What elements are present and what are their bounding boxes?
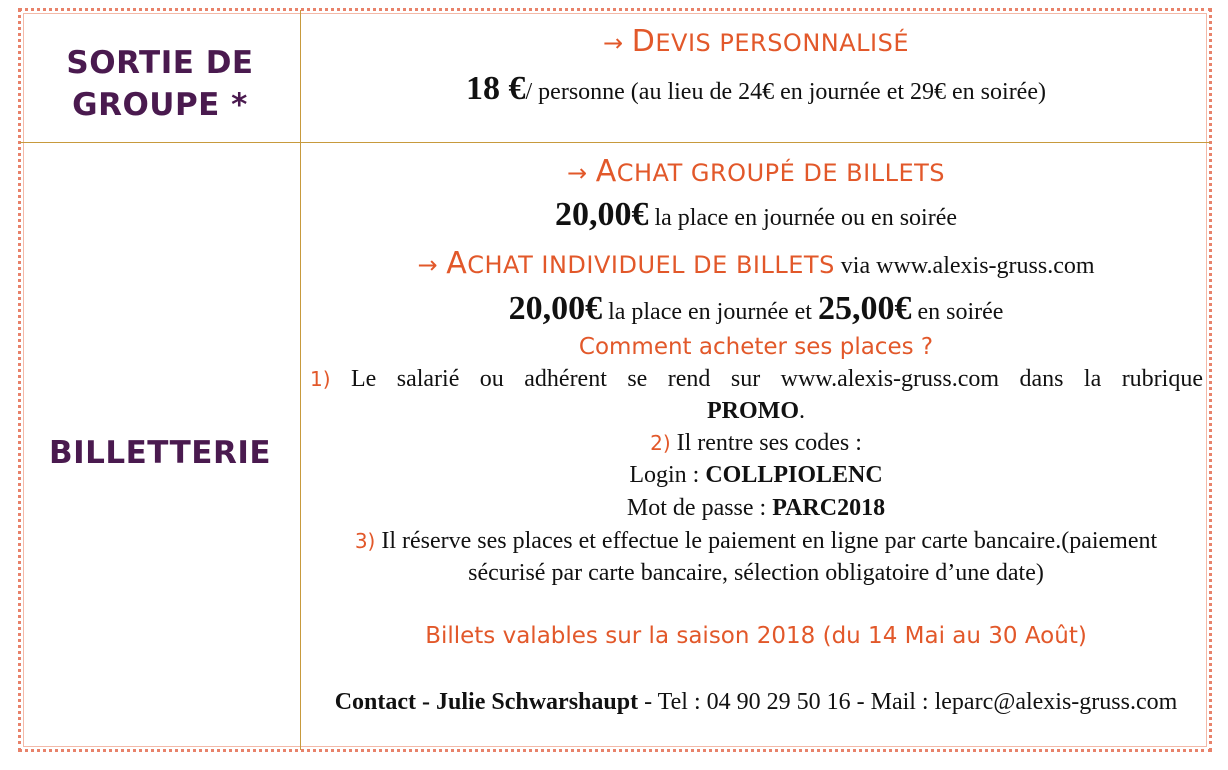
step-1-line: 1) Le salarié ou adhérent se rend sur www.alexis-gruss.com dans la rubrique [310,366,1203,392]
group-purchase-heading: → ACHAT GROUPÉ DE BILLETS [566,154,946,189]
password-line: Mot de passe : PARC2018 [626,495,886,521]
contact-details: - Tel : 04 90 29 50 16 - Mail : leparc@alexis-gruss.com [638,689,1178,715]
group-price-line: 18 €/ personne (au lieu de 24€ en journée et 29€ en soirée) [466,70,1046,107]
individual-purchase-heading: → ACHAT INDIVIDUEL DE BILLETS via www.alexis-gruss.com [417,246,1095,281]
how-to-heading: Comment acheter ses places ? [578,334,934,360]
website-link: via www.alexis-gruss.com [834,253,1095,279]
step-1-number: 1) [310,367,331,391]
row-divider [20,142,1210,143]
step-2-line: 2) Il rentre ses codes : [650,430,862,456]
ticketing-label: BILLETTERIE [48,435,272,471]
step-1-promo-line: PROMO. [707,398,805,424]
login-value: COLLPIOLENC [705,462,883,488]
individual-price-day: 20,00€ [508,290,603,327]
group-outing-label [22,42,298,126]
individual-price-evening: 25,00€ [817,290,912,327]
arrow-right-icon: → [603,29,624,57]
promo-section: PROMO [707,398,799,424]
login-line: Login : COLLPIOLENC [629,462,883,488]
group-outing-label-line1: SORTIE DE [66,45,254,81]
arrow-right-icon: → [417,251,439,279]
password-value: PARC2018 [772,495,886,521]
group-purchase-price-line: 20,00€ la place en journée ou en soirée [554,196,958,233]
validity-note: Billets valables sur la saison 2018 (du 14 Mai au 30 Août) [425,623,1087,649]
arrow-right-icon: → [566,159,588,187]
step-2-number: 2) [650,431,671,455]
contact-line [304,689,1208,716]
step-3-line: 3) Il réserve ses places et effectue le paiement en ligne par carte bancaire.(paiement [354,528,1158,554]
contact-name: Contact - Julie Schwarshaupt [334,689,639,715]
group-purchase-price: 20,00€ [554,196,649,233]
step-3-line-2: sécurisé par carte bancaire, sélection obligatoire d’une date) [468,560,1044,586]
step-3-number: 3) [354,529,376,553]
group-outing-label-line2: GROUPE * [72,87,248,123]
group-price: 18 € [466,70,526,107]
individual-price-line: 20,00€ la place en journée et 25,00€ en soirée [508,290,1004,327]
column-divider [300,10,301,750]
custom-quote-heading: → DEVIS PERSONNALISÉ [603,24,909,59]
